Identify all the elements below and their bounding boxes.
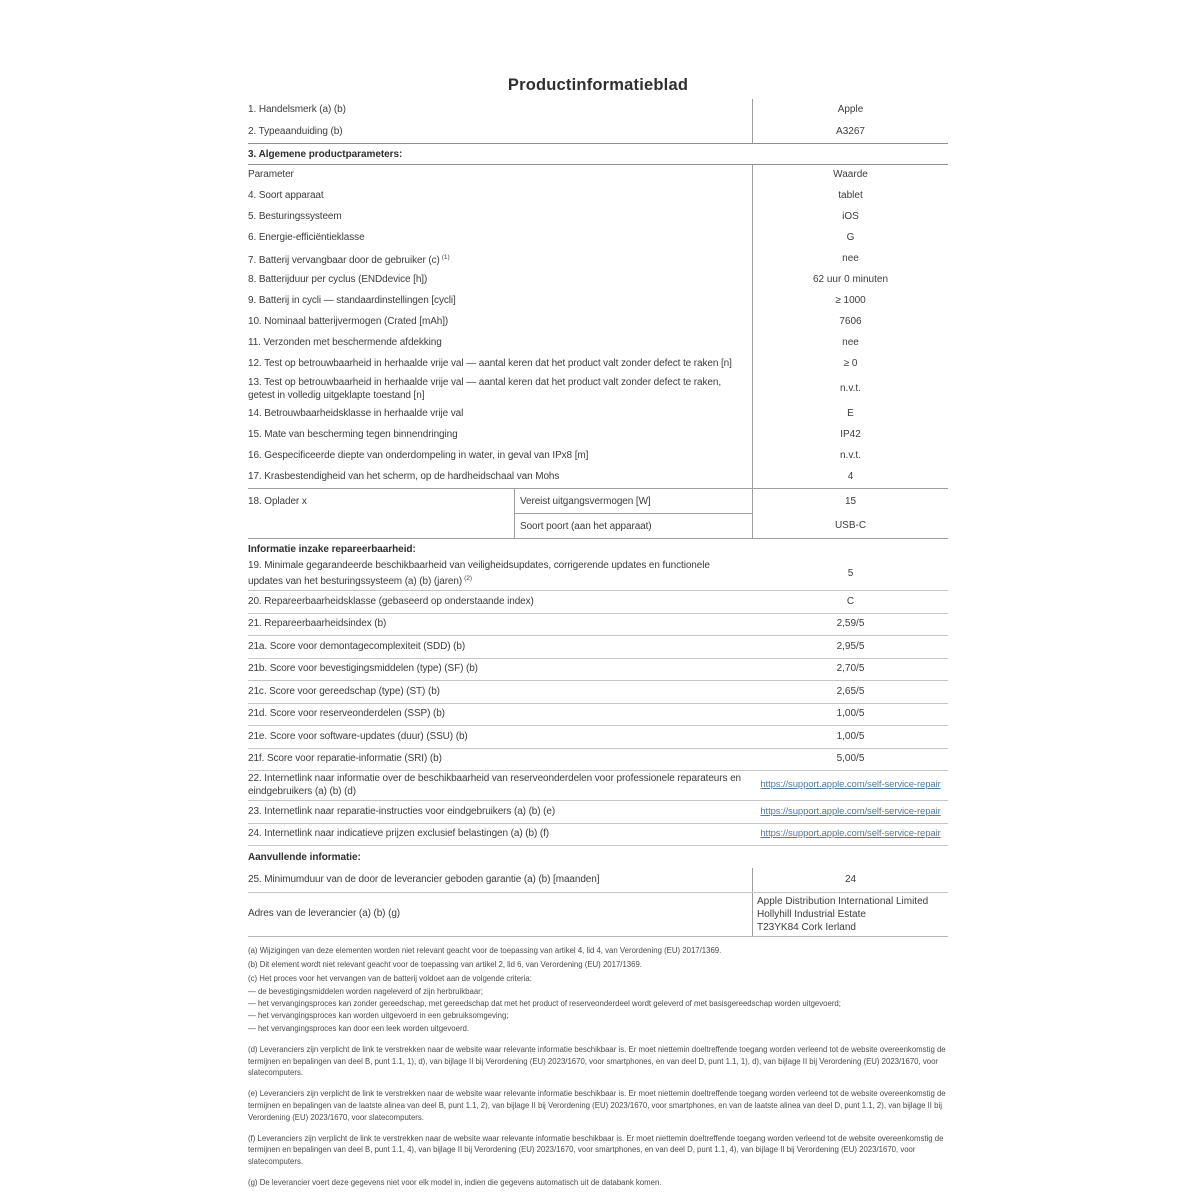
row-value: 2,59/5: [836, 618, 865, 629]
row-label: 22. Internetlink naar informatie over de beschikbaarheid van reserveonderdelen voor professionele reparateurs en eindgebruikers (a) (b) (d): [248, 773, 741, 797]
row-label: 19. Minimale gegarandeerde beschikbaarheid van veiligheidsupdates, corrigerende updates en functionele updates van het besturingssysteem (a) (b) (jaren) $^{(2)}$: [248, 560, 710, 587]
subrow-label: Soort poort (aan het apparaat): [520, 520, 652, 532]
table-row: [248, 228, 948, 249]
table-row: [248, 165, 948, 186]
row-label: 16. Gespecificeerde diepte van onderdompeling in water, in geval van IPx8 [m]: [248, 450, 589, 462]
supplier-address: [752, 893, 948, 936]
row-label: 18. Oplader x: [248, 496, 307, 507]
row-value: 2,95/5: [836, 640, 865, 652]
row-label: 9. Batterij in cycli — standaardinstellingen [cycli]: [248, 295, 456, 307]
table-row: [248, 726, 948, 749]
row-label: 6. Energie-efficiëntieklasse: [248, 232, 365, 244]
table-row: [248, 801, 948, 824]
table-row: [248, 99, 948, 121]
table-row: [248, 186, 948, 207]
row-value: iOS: [752, 207, 948, 228]
row-value: Apple: [752, 99, 948, 121]
address-line: T23YK84 Cork Ierland: [757, 922, 856, 933]
row-value: [753, 828, 948, 841]
charger-subrows: [514, 489, 752, 538]
row-value: 1,00/5: [836, 708, 865, 719]
table-row: [248, 681, 948, 704]
row-label: 1. Handelsmerk (a) (b): [248, 103, 346, 115]
product-information-sheet: [248, 0, 948, 1189]
row-label: 15. Mate van bescherming tegen binnendringing: [248, 429, 458, 441]
table-row: [248, 291, 948, 312]
table-row: [248, 249, 948, 270]
row-value: tablet: [752, 186, 948, 207]
row-label: 21b. Score voor bevestigingsmiddelen (type) (SF) (b): [248, 663, 478, 674]
row-label: 21f. Score voor reparatie-informatie (SRI) (b): [248, 753, 442, 764]
row-value: E: [752, 404, 948, 425]
row-label: 10. Nominaal batterijvermogen (Crated [mAh]): [248, 316, 449, 328]
row-label: 21d. Score voor reserveonderdelen (SSP) (b): [248, 708, 445, 719]
row-label: 5. Besturingssysteem: [248, 211, 342, 223]
table-row: [248, 333, 948, 354]
table-row: [248, 704, 948, 727]
table-row: [248, 771, 948, 801]
row-label: 11. Verzonden met beschermende afdekking: [248, 337, 442, 349]
self-service-repair-link[interactable]: https://support.apple.com/self-service-repair: [760, 828, 941, 839]
table-row: [248, 375, 948, 404]
row-label: 23. Internetlink naar reparatie-instructies voor eindgebruikers (a) (b) (e): [248, 805, 556, 817]
table-row: [248, 659, 948, 682]
row-value: 2,70/5: [836, 663, 865, 674]
subrow-value: USB-C: [834, 519, 867, 531]
row-label: 12. Test op betrouwbaarheid in herhaalde vrije val — aantal keren dat het product valt zonder defect te raken [n]: [248, 358, 732, 370]
row-value: 5: [847, 567, 854, 579]
row-value: Waarde: [752, 165, 948, 186]
footnotes: [248, 944, 948, 1189]
table-row: [248, 404, 948, 425]
table-row: [248, 558, 948, 591]
footnote-g: (g) De leverancier voert deze gegevens niet voor elk model in, indien die gegevens automatisch uit de databank komen.: [248, 1177, 662, 1187]
footnote-a: (a) Wijzigingen van deze elementen worden niet relevant geacht voor de toepassing van artikel 4, lid 4, van Verordening (EU) 2017/1369.: [248, 946, 722, 955]
row-label: 20. Repareerbaarheidsklasse (gebaseerd op onderstaande index): [248, 595, 534, 607]
self-service-repair-link[interactable]: https://support.apple.com/self-service-repair: [760, 805, 941, 817]
row-value: nee: [752, 333, 948, 354]
address-line: Hollyhill Industrial Estate: [757, 909, 866, 920]
row-label: 17. Krasbestendigheid van het scherm, op de hardheidschaal van Mohs: [248, 471, 560, 483]
table-row: [248, 207, 948, 228]
row-label: 2. Typeaanduiding (b): [248, 125, 343, 137]
row-value: A3267: [752, 121, 948, 143]
footnote-e: (e) Leveranciers zijn verplicht de link te verstrekken naar de website waar relevante informatie beschikbaar is. Er moet niettemin doeltreffende toegang worden verleend tot de website overeenkomstig de termijnen en bepalingen van de laatste alinea van deel B, punt 1.1, 2), van bijlage II bij Verordening (EU) 2023/1670, voor smartphones, en van de laatste alinea van deel D, punt 1.1, 2), van bijlage II bij Verordening (EU) 2023/1670, voor slatecomputers.: [248, 1089, 946, 1122]
table-row: [248, 868, 948, 892]
row-value: G: [752, 228, 948, 249]
footnote-c: (c) Het proces voor het vervangen van de batterij voldoet aan de volgende criteria:: [248, 974, 532, 983]
row-label: 14. Betrouwbaarheidsklasse in herhaalde vrije val: [248, 408, 464, 420]
table-row: [248, 425, 948, 446]
table-row: [248, 892, 948, 937]
row-label: Parameter: [248, 169, 294, 181]
row-label: 21a. Score voor demontagecomplexiteit (SDD) (b): [248, 640, 466, 652]
subrow-value: 15: [844, 495, 857, 507]
row-label: 24. Internetlink naar indicatieve prijzen exclusief belastingen (a) (b) (f): [248, 828, 549, 839]
row-value: nee: [752, 249, 948, 270]
row-label: 25. Minimumduur van de door de leverancier geboden garantie (a) (b) [maanden]: [248, 873, 600, 885]
row-value: ≥ 0: [752, 354, 948, 375]
table-row: [248, 591, 948, 614]
charger-values: [752, 489, 948, 538]
table-row: [248, 312, 948, 333]
table-row: [248, 270, 948, 291]
row-value: ≥ 1000: [752, 291, 948, 312]
row-value: n.v.t.: [752, 446, 948, 467]
row-value: 62 uur 0 minuten: [752, 270, 948, 291]
row-value: 7606: [752, 312, 948, 333]
row-label: 13. Test op betrouwbaarheid in herhaalde vrije val — aantal keren dat het product valt zonder defect te raken, getest in volledig uitgeklapte toestand [n]: [248, 377, 722, 401]
charger-subtable: [248, 488, 948, 539]
row-label: 21c. Score voor gereedschap (type) (ST) (b): [248, 685, 440, 697]
table-row: [248, 121, 948, 143]
section-header-additional: Aanvullende informatie:: [248, 851, 361, 863]
row-value: IP42: [752, 425, 948, 446]
page-title: Productinformatieblad: [507, 76, 689, 94]
table-row: [248, 614, 948, 637]
table-row: [248, 446, 948, 467]
footnote-ref-2: (2): [464, 574, 473, 582]
row-value: C: [846, 595, 855, 607]
row-label: 21e. Score voor software-updates (duur) (SSU) (b): [248, 730, 468, 742]
row-label: 7. Batterij vervangbaar door de gebruiker (c) $^{(1)}$: [248, 253, 450, 266]
row-label: 21. Repareerbaarheidsindex (b): [248, 618, 387, 629]
footnote-b: (b) Dit element wordt niet relevant geacht voor de toepassing van artikel 2, lid 6, van Verordening (EU) 2017/1369.: [248, 960, 642, 969]
self-service-repair-link[interactable]: https://support.apple.com/self-service-repair: [760, 779, 941, 791]
row-value: 24: [752, 868, 948, 892]
address-line: Apple Distribution International Limited: [757, 896, 929, 907]
row-value: [753, 806, 948, 819]
row-label: 4. Soort apparaat: [248, 190, 324, 202]
table-row: [248, 636, 948, 659]
footnote-ref-1: (1): [441, 253, 450, 261]
row-value: 1,00/5: [836, 730, 865, 742]
footnote-c-item: — het vervangingsproces kan zonder gereedschap, met gereedschap dat met het product of reserveonderdeel wordt geleverd of met basisgereedschap worden uitgevoerd;: [248, 999, 841, 1009]
row-value: n.v.t.: [752, 375, 948, 404]
footnote-f: (f) Leveranciers zijn verplicht de link te verstrekken naar de website waar relevante informatie beschikbaar is. Er moet niettemin doeltreffende toegang worden verleend tot de website overeenkomstig de termijnen en bepalingen van deel B, punt 1.1, 4), van bijlage II bij Verordening (EU) 2023/1670, voor smartphones, en van deel D, punt 1.1, 4), van bijlage II bij Verordening (EU) 2023/1670, voor slatecomputers.: [248, 1133, 944, 1167]
table-row: [248, 749, 948, 772]
footnote-c-item: — het vervangingsproces kan door een leek worden uitgevoerd.: [248, 1023, 470, 1033]
footnote-c-item: — het vervangingsproces kan worden uitgevoerd in een gebruiksomgeving;: [248, 1011, 509, 1021]
row-value: 2,65/5: [836, 685, 865, 697]
row-value: 5,00/5: [836, 753, 865, 764]
row-label: 8. Batterijduur per cyclus (ENDdevice [h]): [248, 274, 428, 286]
row-label: Adres van de leverancier (a) (b) (g): [248, 908, 401, 920]
subrow-label: Vereist uitgangsvermogen [W]: [515, 489, 752, 514]
footnote-d: (d) Leveranciers zijn verplicht de link te verstrekken naar de website waar relevante informatie beschikbaar is. Er moet niettemin doeltreffende toegang worden verleend tot de website overeenkomstig de termijnen en bepalingen van deel B, punt 1.1, 1), d), van bijlage II bij Verordening (EU) 2023/1670, voor smartphones, en van deel D, punt 1.1, 1), d), van bijlage II bij Verordening (EU) 2023/1670, voor slatecomputers.: [248, 1044, 946, 1078]
table-row: [248, 354, 948, 375]
section-header-general: 3. Algemene productparameters:: [248, 148, 403, 160]
section-header-repair: Informatie inzake repareerbaarheid:: [248, 544, 416, 555]
row-value: [753, 779, 948, 792]
row-value: 4: [752, 467, 948, 488]
footnote-c-item: — de bevestigingsmiddelen worden nageleverd of zijn herbruikbaar;: [248, 987, 483, 996]
table-row: [248, 467, 948, 488]
table-row: [248, 824, 948, 847]
